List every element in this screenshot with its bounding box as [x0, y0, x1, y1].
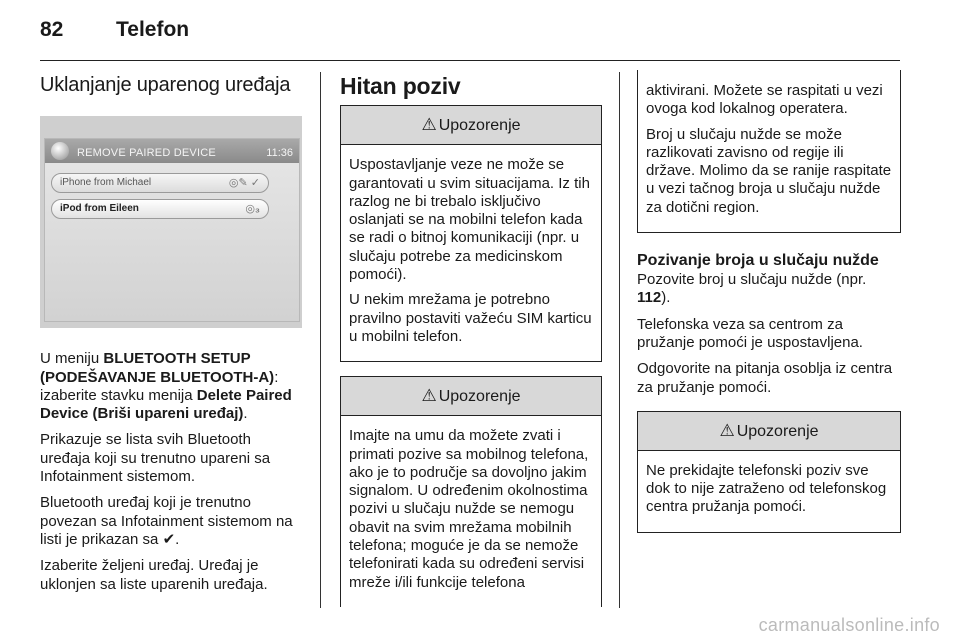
device-status-icon: ◎₃ — [245, 203, 260, 216]
warning-box-2 — [340, 376, 602, 607]
warning-body: Imajte na umu da možete zvati i primati pozive sa mobilnog telefona, ako je to područje sa dovoljno jakim signalom. U određenim okolnostima pozivi u slučaju nužde se nemogu obavit na svim mrežama mobilnih telefona; moguće je da se nemože telefonirati kada su određeni servisi mreže i/ili funkcije telefona — [349, 427, 589, 591]
warning-triangle-icon: ⚠ — [421, 115, 437, 135]
warning-body: Uspostavljanje veze ne može se garantovati u svim situacijama. Iz tih razlog ne bi trebalo isključivo oslanjati se na mobilni telefon kada se radi o bitnoj komunikaciji (npr. u slučaju potrebe za medicinskom pomoći). U nekim mrežama je potrebno pravilno postaviti važeću SIM karticu u mobilni telefon. — [349, 156, 592, 345]
infotainment-screenshot — [40, 116, 302, 328]
screen-clock: 11:36 — [266, 147, 293, 160]
section-title: Telefon — [116, 18, 190, 41]
warning-header: ⚠ Upozorenje — [638, 412, 900, 451]
column-divider-1 — [320, 72, 321, 608]
warning-box-1 — [340, 105, 602, 362]
screen-display — [44, 138, 300, 322]
column-divider-2 — [619, 72, 620, 608]
screen-title: REMOVE PAIRED DEVICE — [77, 147, 216, 160]
paragraph: U meniju BLUETOOTH SETUP (PODEŠAVANJE BLUETOOTH-A): izaberite stavku menija Delete Paired Device (Briši upareni uređaj). — [40, 350, 292, 423]
screen-title-bar — [45, 139, 299, 163]
warning-body: aktivirani. Možete se raspitati u vezi ovoga kod lokalnog operatera. Broj u slučaju nužde se može razlikovati zavisno od regije ili države. Molimo da se ranije raspitate u vezi tačnog broja u slučaju nužde za dotični region. — [646, 82, 892, 216]
paragraph: Bluetooth uređaj koji je trenutno povezan sa Infotainment sistemom na listi je prikazan sa ✔. — [40, 494, 293, 548]
watermark: carmanualsonline.info — [758, 615, 940, 635]
device-item-iphone — [51, 173, 269, 193]
warning-box-2-continued — [637, 70, 901, 233]
connected-check-icon: ◎✎ ✓ — [228, 177, 260, 190]
check-mark-icon: ✔ — [162, 530, 176, 548]
paragraph: Pozovite broj u slučaju nužde (npr. 112). — [637, 271, 867, 307]
warning-triangle-icon: ⚠ — [719, 420, 735, 440]
device-item-ipod — [51, 199, 269, 219]
page-number: 82 — [40, 18, 64, 41]
device-name: iPhone from Michael — [60, 177, 152, 189]
warning-body: Ne prekidajte telefonski poziv sve dok to nije zatraženo od telefonskog centra pružanja pomoći. — [646, 461, 887, 516]
warning-header: ⚠ Upozorenje — [341, 106, 601, 145]
paragraph: Izaberite željeni uređaj. Uređaj je uklonjen sa liste uparenih uređaja. — [40, 557, 268, 593]
warning-triangle-icon: ⚠ — [421, 386, 437, 406]
paragraph: Telefonska veza sa centrom za pružanje pomoći je uspostavljena. — [637, 315, 863, 351]
paragraph: Odgovorite na pitanja osoblja iz centra za pružanje pomoći. — [637, 360, 893, 396]
brand-logo-icon — [51, 142, 69, 160]
subheading-emergency-number: Pozivanje broja u slučaju nužde — [637, 252, 879, 270]
section-heading-remove-device: Uklanjanje uparenog uređaja — [40, 74, 291, 96]
header-divider — [40, 60, 900, 61]
device-name: iPod from Eileen — [60, 203, 139, 215]
warning-header: ⚠ Upozorenje — [341, 377, 601, 416]
section-heading-emergency-call: Hitan poziv — [340, 73, 461, 99]
column-1 — [40, 76, 305, 602]
paragraph: Prikazuje se lista svih Bluetooth uređaja koji su trenutno upareni sa Infotainment sistemom. — [40, 431, 271, 486]
column-3 — [637, 70, 901, 533]
column-2 — [340, 73, 602, 607]
warning-box-3 — [637, 411, 901, 533]
